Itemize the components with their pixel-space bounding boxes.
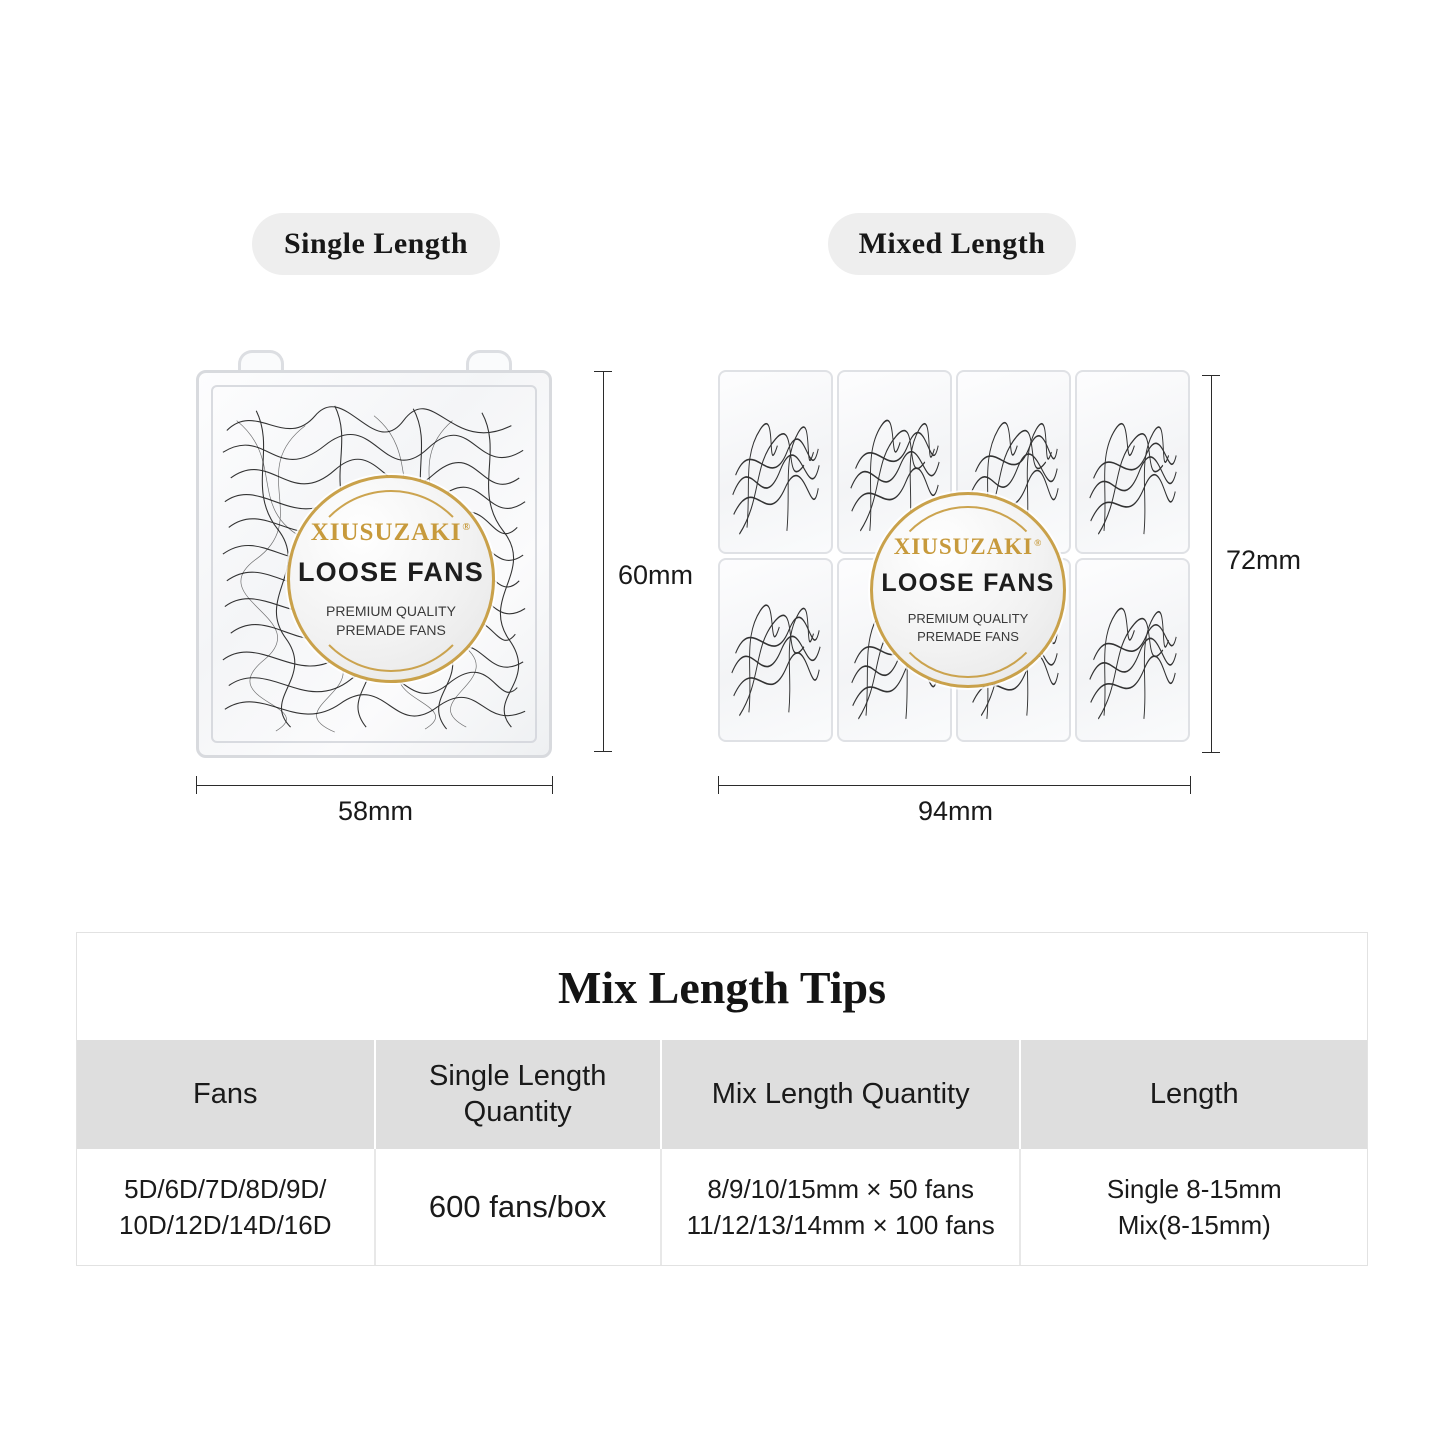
- lash-fans-texture: [728, 568, 823, 732]
- sticker-gold-arc: [884, 506, 1051, 677]
- tray-cell: [718, 558, 833, 742]
- lash-fans-texture: [1085, 568, 1180, 732]
- dimension-line-single-width: [196, 785, 552, 786]
- tray-cell: [1075, 558, 1190, 742]
- lash-fans-texture: [1085, 380, 1180, 544]
- column-header-single-quantity-line2: Quantity: [463, 1096, 572, 1129]
- cell-single-quantity: 600 fans/box: [375, 1149, 661, 1266]
- dimension-cap-single-height-top: [594, 371, 612, 372]
- dimension-cap-single-width-right: [552, 776, 553, 794]
- badge-single-length: [252, 213, 500, 275]
- dimension-cap-mixed-width-left: [718, 776, 719, 794]
- mix-length-tips-table: [76, 932, 1368, 1266]
- dimension-cap-mixed-width-right: [1190, 776, 1191, 794]
- tray-cell: [1075, 370, 1190, 554]
- trademark-mark: ®: [1034, 537, 1043, 549]
- single-length-product: [196, 350, 554, 760]
- dimension-cap-single-height-bottom: [594, 751, 612, 752]
- dimension-cap-mixed-height-top: [1202, 375, 1220, 376]
- cell-fans: [77, 1149, 375, 1266]
- brand-name-mixed: XIUSUZAKI®: [893, 534, 1043, 560]
- dimension-label-single-width: 58mm: [338, 796, 414, 826]
- table-row: [77, 1149, 1367, 1266]
- sticker-sub-line1: PREMIUM QUALITY: [326, 602, 456, 619]
- sticker-gold-arc: [302, 490, 480, 672]
- dimension-line-mixed-height: [1211, 375, 1212, 752]
- brand-name-single: XIUSUZAKI®: [310, 518, 472, 546]
- specs-table: [77, 1040, 1367, 1265]
- cell-fans-line2: 10D/12D/14D/16D: [119, 1209, 332, 1240]
- cell-mix-quantity-line2: 11/12/13/14mm × 100 fans: [686, 1209, 995, 1240]
- mixed-length-product: [718, 360, 1196, 758]
- lash-fans-texture: [728, 380, 823, 544]
- sticker-sub-line2: PREMADE FANS: [917, 629, 1019, 644]
- sticker-sub-line1: PREMIUM QUALITY: [907, 611, 1029, 627]
- cell-length-line2: Mix(8-15mm): [1117, 1209, 1271, 1240]
- dimension-cap-mixed-height-bottom: [1202, 752, 1220, 753]
- dimension-label-mixed-height: 72mm: [1226, 545, 1302, 575]
- badge-mixed-length-label: Mixed Length: [858, 227, 1046, 260]
- badge-mixed-length: [828, 213, 1076, 275]
- sticker-sub-line2: PREMADE FANS: [336, 621, 446, 638]
- badge-single-length-label: Single Length: [283, 227, 469, 260]
- tray-cell: [718, 370, 833, 554]
- dimension-line-mixed-width: [718, 785, 1190, 786]
- cell-length-line1: Single 8-15mm: [1106, 1173, 1282, 1204]
- column-header-single-quantity-line1: Single Length: [428, 1060, 607, 1092]
- cell-length: [1020, 1149, 1367, 1266]
- dimension-label-single-height: 60mm: [618, 560, 694, 590]
- brand-sticker-single: [287, 475, 495, 683]
- table-header-row: [77, 1040, 1367, 1149]
- sticker-title-mixed: LOOSE FANS: [881, 569, 1055, 598]
- cell-mix-quantity-line1: 8/9/10/15mm × 50 fans: [707, 1173, 974, 1204]
- table-title: Mix Length Tips: [557, 962, 887, 1013]
- cell-mix-quantity: [661, 1149, 1021, 1266]
- sticker-title-single: LOOSE FANS: [297, 556, 485, 587]
- column-header-fans: Fans: [77, 1040, 375, 1149]
- cell-fans-line1: 5D/6D/7D/8D/9D/: [124, 1173, 327, 1204]
- brand-sticker-mixed: [870, 492, 1066, 688]
- column-header-length: Length: [1020, 1040, 1367, 1149]
- dimension-line-single-height: [603, 371, 604, 751]
- dimension-label-mixed-width: 94mm: [918, 796, 994, 826]
- column-header-single-quantity: [375, 1040, 661, 1149]
- dimension-cap-single-width-left: [196, 776, 197, 794]
- trademark-mark: ®: [462, 522, 472, 534]
- column-header-mix-quantity: Mix Length Quantity: [661, 1040, 1021, 1149]
